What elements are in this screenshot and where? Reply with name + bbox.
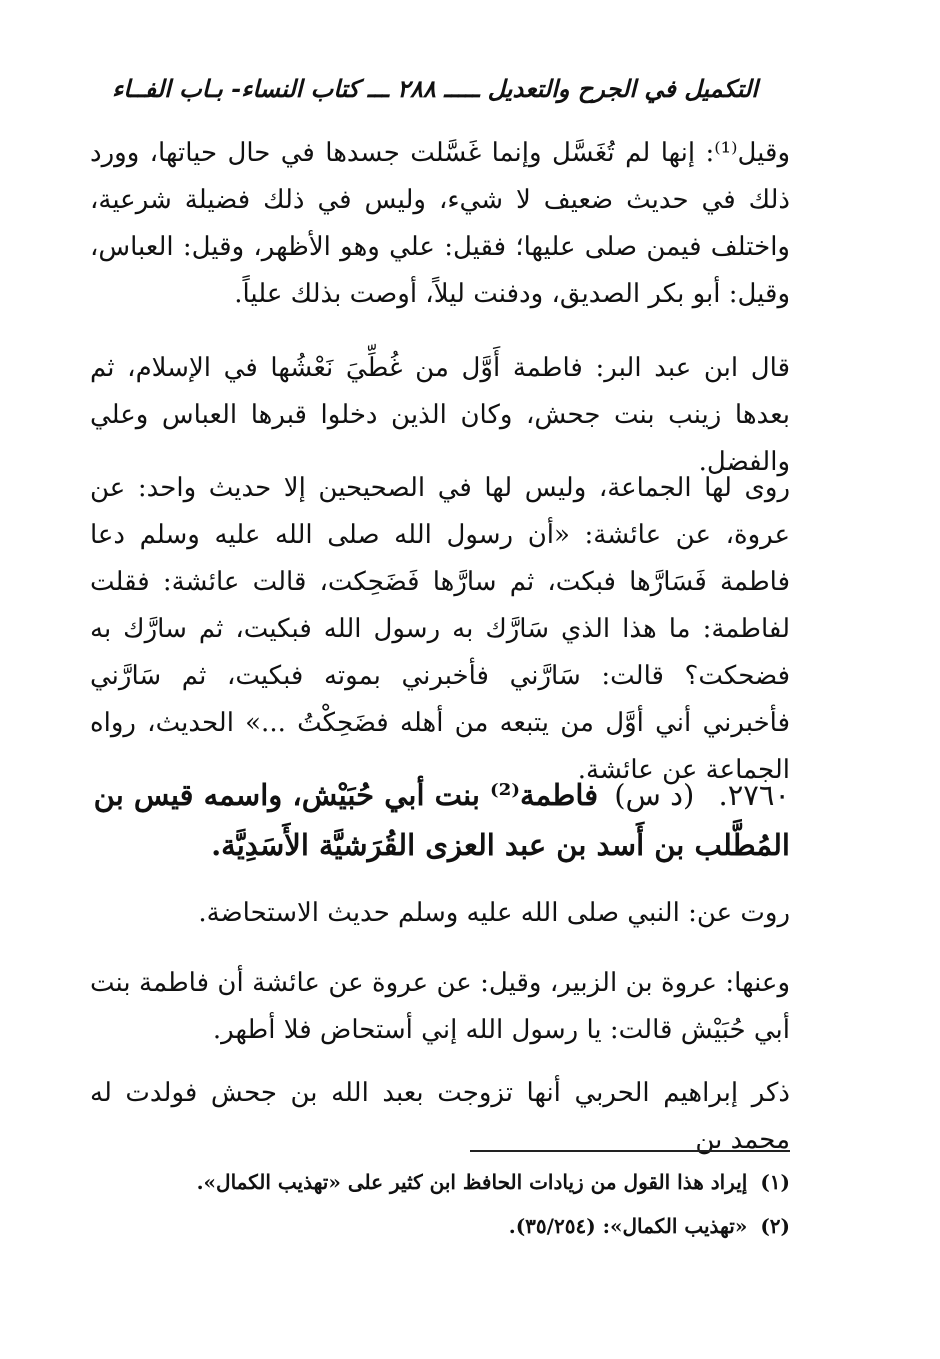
footnote-number: (٢) [760, 1214, 790, 1238]
paragraph-washing: وقيل⁽¹⁾: إنها لم تُغَسَّل وإنما غَسَّلت جسدها في حال حياتها، وورد ذلك في حديث ضعيف لا شيء، وليس في ذلك فضيلة شرعية، واختلف فيمن صلى عليها؛ فقيل: علي وهو الأظهر، وقيل: العباس، وقيل: أبو بكر الصديق، ودفنت ليلاً، أوصت بذلك علياً. [90, 138, 790, 309]
footnote-separator [470, 1150, 790, 1152]
footnote-text: «تهذيب الكمال»: (٣٥/٢٥٤). [508, 1214, 748, 1238]
paragraph-ibn-abd-albarr: قال ابن عبد البر: فاطمة أَوَّل من غُطِّيَ نَعْشُها في الإسلام، ثم بعدها زينب بنت جحش، وكان الذين دخلوا قبرها العباس وعلي والفضل. [90, 353, 790, 477]
body-section-5 [90, 960, 790, 1054]
paragraph-narrated-from: روت عن: النبي صلى الله عليه وسلم حديث الاستحاضة. [198, 898, 790, 928]
footnotes [90, 1160, 790, 1248]
entry-codes: (د س) [614, 778, 695, 812]
footnote-2 [90, 1204, 790, 1248]
paragraph-narrators: وعنها: عروة بن الزبير، وقيل: عن عروة عن عائشة أن فاطمة بنت أبي حُبَيْش قالت: يا رسول الله إني أستحاض فلا أطهر. [90, 968, 790, 1045]
footnote-number: (١) [760, 1170, 790, 1194]
paragraph-hadith: روى لها الجماعة، وليس لها في الصحيحين إلا حديث واحد: عن عروة، عن عائشة: «أن رسول الله صلى الله عليه وسلم دعا فاطمة فَسَارَّها فبكت، ثم سارَّها فَضَحِكت، قالت عائشة: فقلت لفاطمة: ما هذا الذي سَارَّك به رسول الله فبكيت، ثم سارَّك به فضحكت؟ قالت: سَارَّني فأخبرني بموته فبكيت، ثم سَارَّني فأخبرني أني أوَّل من يتبعه من أهله فضَحِكْتُ ...» الحديث، رواه الجماعة عن عائشة. [90, 473, 791, 785]
running-header [90, 74, 780, 114]
header-dash: ـــــ [435, 74, 480, 103]
footnote-text: إيراد هذا القول من زيادات الحافظ ابن كثير على «تهذيب الكمال». [196, 1170, 748, 1194]
body-section-3 [90, 465, 790, 794]
header-book-title: التكميل في الجرح والتعديل [487, 74, 758, 103]
footnote-1 [90, 1160, 790, 1204]
body-section-1 [90, 130, 790, 318]
header-dash: ـــ [367, 74, 389, 103]
header-chapter: كتاب النساء- بـاب الفــاء [112, 74, 360, 103]
paragraph-marriage: ذكر إبراهيم الحربي أنها تزوجت بعبد الله بن جحش فولدت له محمد بن [90, 1078, 790, 1155]
entry-number: ٢٧٦٠. [718, 778, 790, 812]
page-number: ٢٨٨ [397, 74, 436, 103]
biography-entry-heading [90, 770, 790, 870]
body-section-4 [90, 890, 790, 937]
entry-name: فاطمة⁽²⁾ بنت أبي حُبَيْش، واسمه قيس بن المُطَّلب بن أَسد بن عبد العزى القُرَشيَّة الأَسَدِيَّة. [93, 778, 790, 862]
